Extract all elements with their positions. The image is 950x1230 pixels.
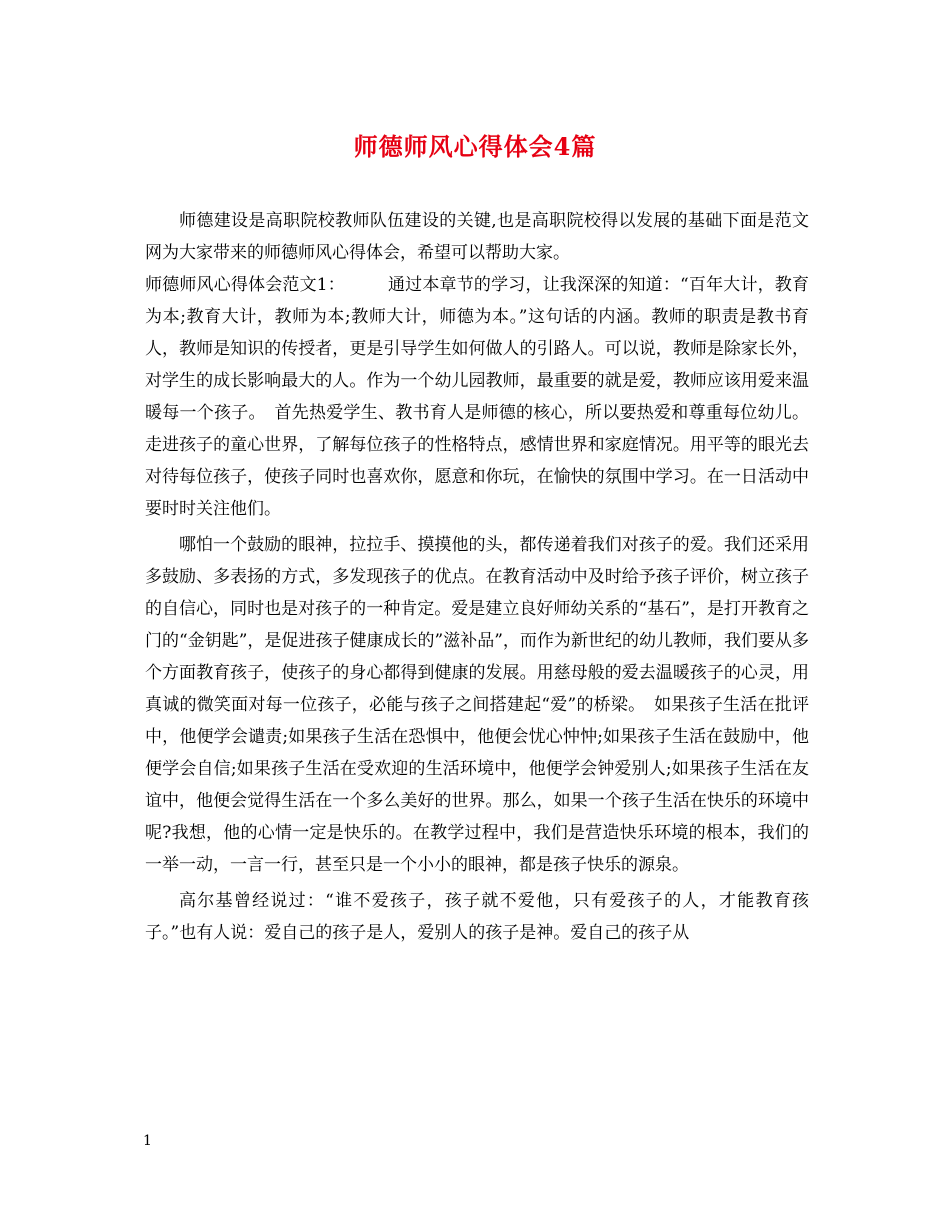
paragraph-essay-1: 师德师风心得体会范文1： 通过本章节的学习，让我深深的知道：“百年大计，教育为本;教育大计，教师为本;教师大计，师德为本。”这句话的内涵。教师的职责是教书育人，教师是知识的传授者，更是引导学生如何做人的引路人。可以说，教师是除家长外，对学生的成长影响最大的人。作为一个幼儿园教师，最重要的就是爱，教师应该用爱来温暖每一个孩子。 首先热爱学生、教书育人是师德的核心，所以要热爱和尊重每位幼儿。走进孩子的童心世界，了解每位孩子的性格特点，感情世界和家庭情况。用平等的眼光去对待每位孩子，使孩子同时也喜欢你，愿意和你玩，在愉快的氛围中学习。在一日活动中要时时关注他们。 bbox=[145, 275, 809, 519]
document-title: 师德师风心得体会4篇 bbox=[353, 132, 597, 161]
paragraph-love: 哪怕一个鼓励的眼神，拉拉手、摸摸他的头，都传递着我们对孩子的爱。我们还采用多鼓励、多表扬的方式，多发现孩子的优点。在教育活动中及时给予孩子评价，树立孩子的自信心，同时也是对孩子的一种肯定。爱是建立良好师幼关系的“基石”，是打开教育之门的“金钥匙”，是促进孩子健康成长的”滋补品”，而作为新世纪的幼儿教师，我们要从多个方面教育孩子，使孩子的身心都得到健康的发展。用慈母般的爱去温暖孩子的心灵，用真诚的微笑面对每一位孩子，必能与孩子之间搭建起“爱”的桥梁。 如果孩子生活在批评中，他便学会谴责;如果孩子生活在恐惧中，他便会忧心忡忡;如果孩子生活在鼓励中，他便学会自信;如果孩子生活在受欢迎的生活环境中，他便学会钟爱别人;如果孩子生活在友谊中，他便会觉得生活在一个多么美好的世界。那么，如果一个孩子生活在快乐的环境中呢?我想，他的心情一定是快乐的。在教学过程中，我们是营造快乐环境的根本，我们的一举一动，一言一行，甚至只是一个小小的眼神，都是孩子快乐的源泉。 bbox=[145, 535, 809, 875]
paragraph-gorky: 高尔基曾经说过：“谁不爱孩子，孩子就不爱他，只有爱孩子的人，才能教育孩子。”也有人说：爱自己的孩子是人，爱别人的孩子是神。爱自己的孩子从 bbox=[145, 891, 809, 943]
paragraph-intro: 师德建设是高职院校教师队伍建设的关键,也是高职院校得以发展的基础下面是范文网为大家带来的师德师风心得体会，希望可以帮助大家。 bbox=[145, 211, 809, 263]
document-body bbox=[145, 205, 809, 949]
page-number: 1 bbox=[143, 1133, 152, 1149]
